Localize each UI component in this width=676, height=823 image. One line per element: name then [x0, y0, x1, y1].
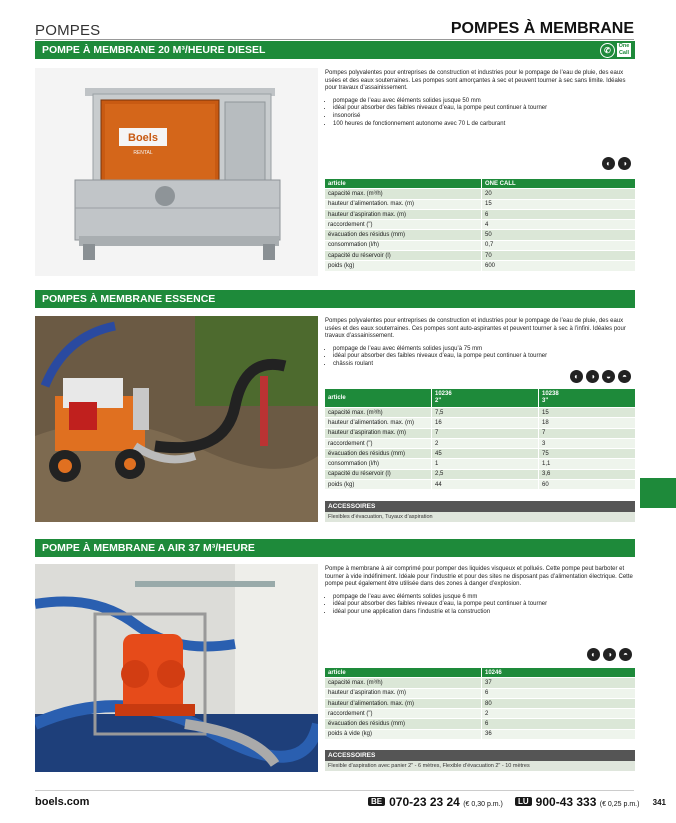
table-row: [325, 230, 635, 240]
description-text: Pompe à membrane à air comprimé pour pomper des liquides visqueux et pollués. Cette pompe peut barboter et tourner à vide indéfiniment. Idéale pour l’industrie et pour des sites ne disposant pas d’alimentation électrique. Cette pompe peut également être utilisée dans des zones à danger d’explosion.: [325, 566, 633, 588]
description-text: Pompes polyvalentes pour entreprises de construction et industries pour le pompage de l’eau de pluie, des eaux usées et des eaux souterraines. Ces pompes sont auto-aspirantes et peuvent tourner à sec à l’infini. Idéales pour travaux d’assainissement.: [325, 318, 626, 340]
phone-rate-be: (€ 0,30 p.m.): [463, 801, 503, 808]
row-value: 6: [482, 209, 636, 219]
phone-lu: [515, 795, 639, 809]
section-heading: POMPES À MEMBRANE ESSENCE: [42, 293, 216, 305]
table-row: [325, 418, 635, 428]
category-title: POMPES: [35, 22, 101, 39]
air-pump-photo: [35, 564, 318, 772]
table-header-row: [325, 179, 635, 189]
phone-number-be: 070-23 23 24: [389, 795, 460, 809]
header-cell: article: [325, 179, 482, 189]
table-row: [325, 469, 635, 479]
diesel-description: [325, 70, 635, 128]
table-row: [325, 698, 635, 708]
row-label: hauteur d’alimentation. max. (m): [325, 418, 432, 428]
header-cell: 10246: [482, 668, 636, 678]
accessories-text: Flexible d’aspiration avec panier 2" - 6 mètres, Flexible d’évacuation 2" - 10 mètres: [325, 761, 635, 771]
feature-list: [325, 594, 635, 617]
row-value: 45: [432, 449, 539, 459]
row-value: 7: [539, 428, 636, 438]
row-value: 15: [482, 199, 636, 209]
row-value: 16: [432, 418, 539, 428]
feature-item: • pompage de l’eau avec éléments solides jusqu’à 75 mm: [333, 346, 635, 354]
phone-be: [368, 795, 503, 809]
row-label: évacuation des résidus (mm): [325, 719, 482, 729]
essence-spec-table: [325, 389, 635, 490]
row-label: consommation (l/h): [325, 459, 432, 469]
header-cell: article: [325, 668, 482, 678]
feature-list: [325, 98, 635, 128]
pump-icon: ◐: [602, 157, 615, 170]
pump-icon: ◐: [570, 370, 583, 383]
essence-accessories: [325, 501, 635, 522]
one-call-badge: [600, 42, 631, 58]
row-value: 600: [482, 261, 636, 271]
row-label: poids (kg): [325, 261, 482, 271]
pump-icon: ◐: [587, 648, 600, 661]
row-label: hauteur d’alimentation. max. (m): [325, 698, 482, 708]
table-row: [325, 240, 635, 250]
row-value: 18: [539, 418, 636, 428]
feature-item: • insonorisé: [333, 113, 635, 121]
air-accessories: [325, 750, 635, 771]
row-label: raccordement ("): [325, 709, 482, 719]
row-value: 20: [482, 189, 636, 199]
section-heading: POMPE À MEMBRANE 20 M³/HEURE DIESEL: [42, 44, 266, 56]
diesel-spec-table: [325, 179, 635, 272]
row-label: poids à vide (kg): [325, 729, 482, 739]
header-cell: 10238 3": [539, 389, 636, 408]
row-value: 3: [539, 438, 636, 448]
table-row: [325, 688, 635, 698]
header-divider: [35, 39, 634, 40]
footer-divider: [35, 790, 634, 791]
row-value: 37: [482, 678, 636, 688]
row-value: 6: [482, 719, 636, 729]
wheels-icon: ◒: [602, 370, 615, 383]
phone-rate-lu: (€ 0,25 p.m.): [599, 801, 640, 808]
feature-list: [325, 346, 635, 369]
row-value: 60: [539, 480, 636, 490]
brand-logo-text: Boels: [128, 132, 158, 144]
header-cell: ONE CALL: [482, 179, 636, 189]
section-bar-essence: [35, 290, 635, 308]
table-row: [325, 209, 635, 219]
diesel-pump-photo: [35, 68, 318, 276]
table-row: [325, 438, 635, 448]
feature-item: • idéal pour absorber des faibles niveaux d’eau, la pompe peut continuer à tourner: [333, 601, 635, 609]
feature-item: • idéal pour absorber des faibles niveaux d’eau, la pompe peut continuer à tourner: [333, 353, 635, 361]
table-header-row: [325, 389, 635, 408]
hose-icon: ◑: [618, 157, 631, 170]
section-bar-air: [35, 539, 635, 557]
air-feature-icons: [587, 648, 632, 661]
table-row: [325, 428, 635, 438]
header-cell: 10236 2": [432, 389, 539, 408]
row-label: capacité du réservoir (l): [325, 469, 432, 479]
row-label: capacité max. (m³/h): [325, 678, 482, 688]
accessories-heading: ACCESSOIRES: [325, 750, 635, 761]
row-value: 2: [482, 709, 636, 719]
petrol-pump-photo: [35, 316, 318, 522]
row-value: 50: [482, 230, 636, 240]
header-cell: article: [325, 389, 432, 408]
country-code-be: BE: [368, 797, 385, 806]
row-value: 70: [482, 251, 636, 261]
row-value: 2: [432, 438, 539, 448]
table-row: [325, 251, 635, 261]
row-label: poids (kg): [325, 480, 432, 490]
diesel-pump-illustration: [35, 68, 318, 276]
table-row: [325, 729, 635, 739]
bucket-icon: ◓: [619, 648, 632, 661]
section-bar-diesel: [35, 41, 635, 59]
row-value: 6: [482, 688, 636, 698]
essence-feature-icons: [570, 370, 631, 383]
row-label: capacité max. (m³/h): [325, 408, 432, 418]
row-value: 4: [482, 220, 636, 230]
air-pump-illustration: [35, 564, 318, 772]
feature-item: • idéal pour une application dans l’industrie et la construction: [333, 609, 635, 617]
bucket-icon: ◓: [618, 370, 631, 383]
brand-logo-subtext: RENTAL: [133, 150, 153, 156]
one-call-icon: ✆: [600, 43, 615, 58]
one-call-label: One Call: [618, 43, 630, 56]
phone-number-lu: 900-43 333: [535, 795, 597, 809]
table-row: [325, 408, 635, 418]
table-row: [325, 480, 635, 490]
row-value: 75: [539, 449, 636, 459]
row-value: 1,1: [539, 459, 636, 469]
description-text: Pompes polyvalentes pour entreprises de construction et industries pour le pompage de l’eau de pluie, des eaux usées et des eaux souterraines. Les pompes sont amorçantes à sec et peuvent tourner à sec sans limite. Idéales pour travaux d’assainissement.: [325, 70, 626, 92]
chapter-tab: [640, 478, 676, 508]
table-row: [325, 189, 635, 199]
row-value: 15: [539, 408, 636, 418]
air-description: [325, 566, 635, 617]
table-header-row: [325, 668, 635, 678]
petrol-pump-illustration: [35, 316, 318, 522]
diesel-feature-icons: [602, 157, 631, 170]
row-value: 7: [432, 428, 539, 438]
row-value: 1: [432, 459, 539, 469]
row-label: capacité du réservoir (l): [325, 251, 482, 261]
table-row: [325, 220, 635, 230]
accessories-text: Flexibles d’évacuation, Tuyaux d’aspiration: [325, 512, 635, 522]
feature-item: • 100 heures de fonctionnement autonome avec 70 L de carburant: [333, 121, 635, 129]
feature-item: • pompage de l’eau avec éléments solides jusque 6 mm: [333, 594, 635, 602]
section-heading: POMPE À MEMBRANE A AIR 37 M³/HEURE: [42, 542, 255, 554]
row-label: raccordement ("): [325, 438, 432, 448]
row-value: 0,7: [482, 240, 636, 250]
row-label: capacité max. (m³/h): [325, 189, 482, 199]
row-label: évacuation des résidus (mm): [325, 230, 482, 240]
table-row: [325, 459, 635, 469]
table-row: [325, 678, 635, 688]
section-title: POMPES À MEMBRANE: [450, 20, 634, 37]
row-value: 2,5: [432, 469, 539, 479]
row-label: hauteur d’alimentation. max. (m): [325, 199, 482, 209]
row-value: 80: [482, 698, 636, 708]
air-spec-table: [325, 668, 635, 740]
table-row: [325, 261, 635, 271]
row-value: 36: [482, 729, 636, 739]
country-code-lu: LU: [515, 797, 532, 806]
feature-item: • châssis roulant: [333, 361, 635, 369]
row-label: évacuation des résidus (mm): [325, 449, 432, 459]
row-value: 3,6: [539, 469, 636, 479]
table-row: [325, 199, 635, 209]
row-label: hauteur d’aspiration max. (m): [325, 428, 432, 438]
row-value: 7,5: [432, 408, 539, 418]
table-row: [325, 709, 635, 719]
hose-icon: ◑: [586, 370, 599, 383]
row-label: hauteur d’aspiration max. (m): [325, 209, 482, 219]
table-row: [325, 449, 635, 459]
feature-item: • pompage de l’eau avec éléments solides jusque 50 mm: [333, 98, 635, 106]
row-label: raccordement ("): [325, 220, 482, 230]
table-row: [325, 719, 635, 729]
website-link[interactable]: boels.com: [35, 796, 90, 808]
hose-icon: ◑: [603, 648, 616, 661]
essence-description: [325, 318, 635, 369]
page-number: 341: [652, 798, 666, 807]
row-label: hauteur d’aspiration max. (m): [325, 688, 482, 698]
row-label: consommation (l/h): [325, 240, 482, 250]
feature-item: • idéal pour absorber des faibles niveaux d’eau, la pompe peut continuer à tourner: [333, 105, 635, 113]
row-value: 44: [432, 480, 539, 490]
accessories-heading: ACCESSOIRES: [325, 501, 635, 512]
